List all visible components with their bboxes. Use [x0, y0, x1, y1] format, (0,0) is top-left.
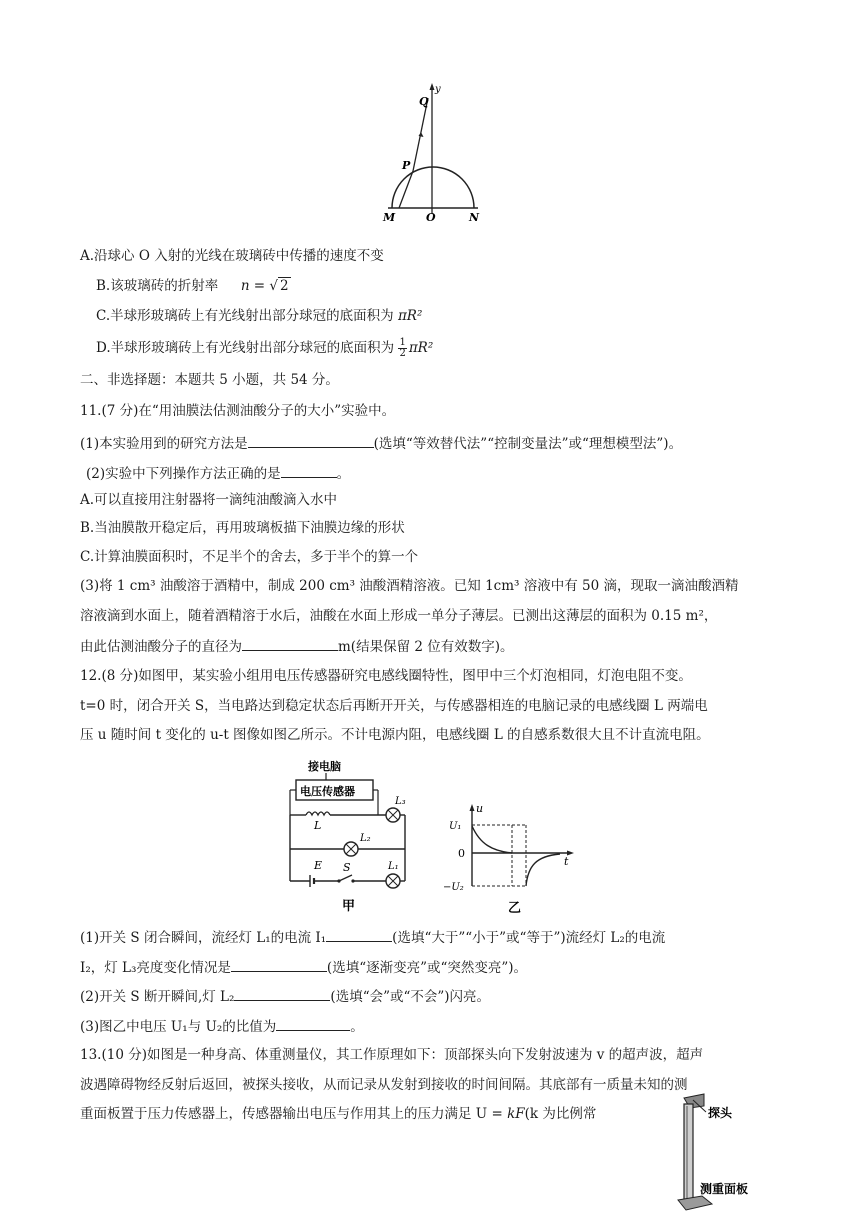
q12-line-1: 12.(8 分)如图甲，某实验小组用电压传感器研究电感线圈特性，图甲中三个灯泡相同，灯泡电阻不变。: [80, 668, 692, 684]
graph-label-neg-u2: −U₂: [443, 882, 464, 893]
circuit-label-l2: L₂: [360, 833, 371, 844]
fig-label-o: O: [426, 211, 436, 224]
fig-label-y: y: [435, 84, 441, 95]
q12-part-1-line-1: [80, 927, 665, 948]
graph-label-u: u: [476, 802, 484, 815]
circuit-label-computer: 接电脑: [308, 760, 341, 773]
sqrt-symbol: √ 2: [269, 278, 289, 294]
q12-line-3: 压 u 随时间 t 变化的 u-t 图像如图乙所示。不计电源内阻，电感线圈 L 的自感系数很大且不计直流电阻。: [80, 727, 710, 743]
q13-line-2: 波遇障碍物经反射后返回，被探头接收，从而记录从发射到接收的时间间隔。其底部有一质量未知的测: [80, 1077, 688, 1093]
q11-title: 11.(7 分)在“用油膜法估测油酸分子的大小”实验中。: [80, 403, 396, 419]
q10-option-d-text: D.半球形玻璃砖上有光线射出部分球冠的底面积为: [96, 340, 395, 356]
graph-label-t: t: [564, 855, 569, 868]
q12-part-3-text: (3)图乙中电压 U₁与 U₂的比值为: [80, 1019, 277, 1035]
fraction: [398, 338, 406, 359]
q10-option-c-math: πR²: [397, 308, 423, 324]
circuit-diagram: [284, 756, 424, 916]
q11-part-3-line-1: (3)将 1 cm³ 油酸溶于酒精中，制成 200 cm³ 油酸酒精溶液。已知 1cm³ 溶液中有 50 滴，现取一滴油酸酒精: [80, 578, 739, 594]
answer-blank[interactable]: [234, 986, 330, 1001]
q12-part-1-hint: (选填“大于”“小于”或“等于”)流经灯 L₂的电流: [392, 930, 666, 946]
height-scale-figure: [672, 1092, 772, 1214]
q11-option-b: B.当油膜散开稳定后，再用玻璃板描下油膜边缘的形状: [80, 520, 405, 536]
q11-part-3-line-2: 溶液滴到水面上，随着酒精溶于水后，油酸在水面上形成一单分子薄层。已测出这薄层的面积为 0.15 m²，: [80, 608, 718, 624]
q10-option-b: [96, 276, 291, 296]
fig-label-m: M: [383, 211, 396, 224]
q10-option-c-text: C.半球形玻璃砖上有光线射出部分球冠的底面积为: [96, 308, 394, 324]
q10-option-d-math: πR²: [408, 340, 434, 356]
q11-part-1: [80, 433, 682, 454]
hemisphere-figure: [380, 80, 490, 228]
fig-label-q: Q: [419, 95, 429, 108]
circuit-label-l1: L₁: [388, 861, 399, 872]
circuit-label-l: L: [314, 819, 322, 832]
q11-part-3-line-3: [80, 636, 514, 657]
fraction-denominator: 2: [399, 348, 406, 359]
answer-blank[interactable]: [276, 1016, 350, 1031]
answer-blank[interactable]: [242, 636, 338, 651]
q12-part-1-text: (1)开关 S 闭合瞬间，流经灯 L₁的电流 I₁: [80, 930, 327, 946]
q12-line-2: t=0 时，闭合开关 S，当电路达到稳定状态后再断开开关，与传感器相连的电脑记录的电感线圈 L 两端电: [80, 698, 708, 714]
section-2-header: 二、非选择题：本题共 5 小题，共 54 分。: [80, 372, 339, 388]
q13-line-1: 13.(10 分)如图是一种身高、体重测量仪，其工作原理如下：顶部探头向下发射波速为 v 的超声波，超声: [80, 1047, 704, 1063]
circuit-label-l3: L₃: [395, 796, 406, 807]
q13-line-3-end: (k 为比例常: [524, 1106, 597, 1122]
circuit-label-e: E: [314, 859, 323, 872]
scale-label-probe: 探头: [708, 1106, 733, 1120]
answer-blank[interactable]: [248, 433, 374, 448]
voltage-time-graph: [440, 800, 580, 918]
q10-option-b-text: B.该玻璃砖的折射率: [96, 278, 219, 294]
q13-line-3-text: 重面板置于压力传感器上，传感器输出电压与作用其上的压力满足 U: [80, 1106, 492, 1122]
circuit-caption: 甲: [342, 899, 356, 914]
fig-label-n: N: [469, 211, 480, 224]
q11-part-3-text: 由此估测油酸分子的直径为: [80, 639, 242, 655]
q11-part-2: [86, 463, 350, 484]
graph-label-u1: U₁: [449, 821, 462, 832]
q12-part-2: [80, 986, 490, 1007]
q12-part-2-text: (2)开关 S 断开瞬间,灯 L₂: [80, 989, 235, 1005]
q13-formula: = kF: [491, 1106, 525, 1122]
q10-option-b-math: n =: [240, 278, 270, 294]
q12-part-1-text-2: I₂，灯 L₃亮度变化情况是: [80, 960, 231, 976]
circuit-label-sensor: 电压传感器: [300, 785, 355, 798]
q11-part-2-end: 。: [336, 466, 351, 482]
q11-part-2-text: (2)实验中下列操作方法正确的是: [86, 466, 281, 482]
answer-blank[interactable]: [326, 927, 392, 942]
graph-label-zero: 0: [458, 847, 465, 860]
answer-blank[interactable]: [231, 957, 327, 972]
q11-part-3-unit: m(结果保留 2 位有效数字)。: [338, 639, 514, 655]
q11-option-c: C.计算油膜面积时，不足半个的舍去，多于半个的算一个: [80, 549, 419, 565]
q10-option-b-root: 2: [280, 278, 289, 294]
circuit-label-s: S: [343, 861, 351, 874]
q10-option-a: A.沿球心 O 入射的光线在玻璃砖中传播的速度不变: [80, 248, 384, 264]
fraction-numerator: 1: [399, 337, 406, 348]
q12-part-3: [80, 1016, 364, 1037]
scale-label-plate: 测重面板: [700, 1182, 749, 1196]
q10-option-d: [96, 338, 433, 359]
q12-part-2-hint: (选填“会”或“不会”)闪亮。: [330, 989, 491, 1005]
q11-part-1-text: (1)本实验用到的研究方法是: [80, 436, 248, 452]
q10-option-c: [96, 306, 422, 326]
q12-part-1-hint-2: (选填“逐渐变亮”或“突然变亮”)。: [326, 960, 528, 976]
graph-caption: 乙: [508, 901, 522, 916]
q11-option-a: A.可以直接用注射器将一滴纯油酸滴入水中: [80, 492, 338, 508]
q12-part-1-line-2: [80, 957, 527, 978]
q11-part-1-hint: (选填“等效替代法”“控制变量法”或“理想模型法”)。: [373, 436, 683, 452]
answer-blank[interactable]: [281, 463, 337, 478]
q12-part-3-end: 。: [350, 1019, 364, 1035]
fig-label-p: P: [402, 159, 411, 172]
q13-line-3: [80, 1104, 596, 1124]
